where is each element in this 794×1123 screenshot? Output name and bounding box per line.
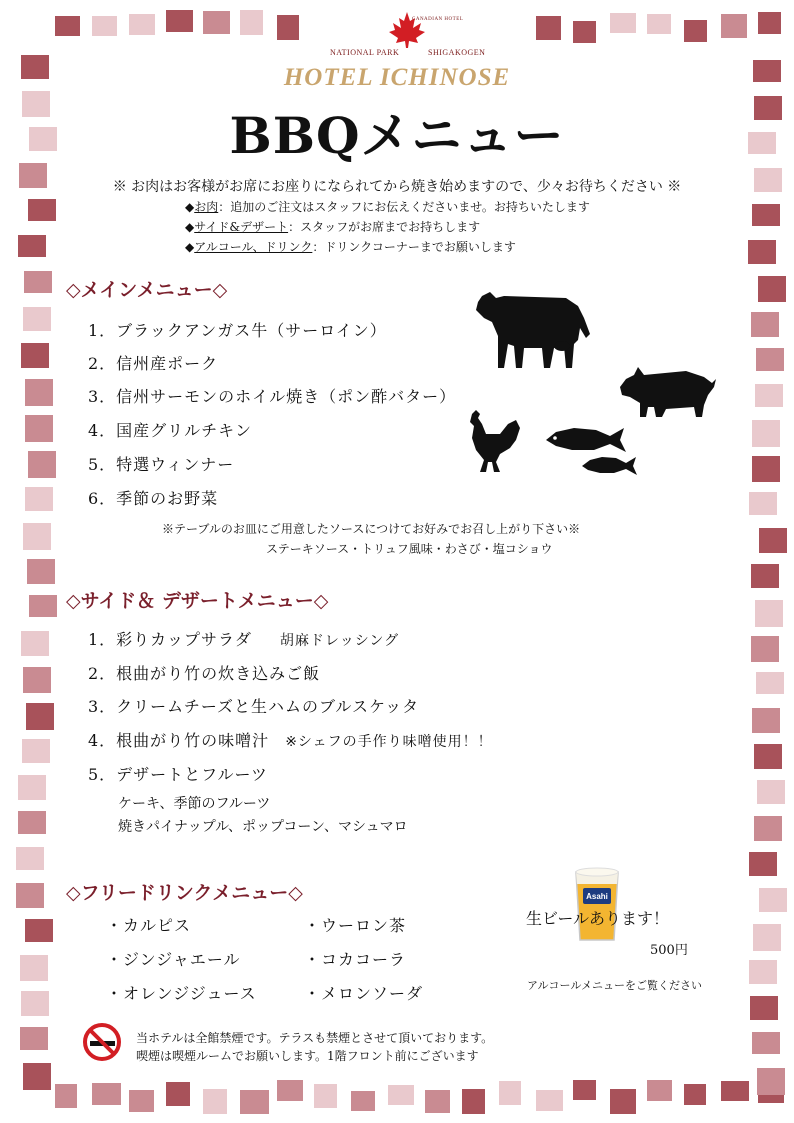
border-tile: [21, 343, 49, 368]
border-tile: [240, 10, 263, 35]
sauce-note: ※テーブルのお皿にご用意したソースにつけてお好みでお召し上がり下さい※: [162, 522, 581, 536]
border-tile: [573, 1080, 596, 1100]
border-tile: [21, 991, 49, 1016]
border-tile: [752, 204, 780, 226]
border-tile: [16, 847, 44, 870]
drink-item: ・ウーロン茶: [304, 916, 407, 935]
main-menu-item: 6．季節のお野菜: [88, 489, 219, 508]
border-tile: [610, 13, 636, 33]
border-tile: [240, 1090, 269, 1114]
main-menu-title: ◇メインメニュー◇: [66, 279, 228, 301]
side-item-sub: 胡麻ドレッシング: [279, 633, 400, 649]
border-tile: [749, 492, 777, 515]
border-tile: [751, 564, 779, 588]
footer-line: 喫煙は喫煙ルームでお願いします。1階フロント前にございます: [136, 1049, 479, 1063]
note-text: ：スタッフがお席までお持ちします: [288, 220, 481, 234]
border-tile: [749, 960, 777, 984]
border-tile: [22, 739, 50, 763]
border-tile: [16, 883, 44, 908]
side-menu-item: [88, 661, 320, 684]
border-tile: [20, 955, 48, 981]
border-tile: [277, 15, 299, 40]
border-tile: [29, 595, 57, 617]
border-tile: [23, 307, 51, 331]
dessert-line: ケーキ、季節のフルーツ: [118, 796, 271, 812]
main-note: ※ お肉はお客様がお席にお座りになられてから焼き始めますので、少々お待ちください ※: [112, 179, 682, 195]
border-tile: [751, 636, 779, 662]
border-tile: [23, 1063, 51, 1090]
border-tile: [756, 348, 784, 371]
no-smoking-icon: [82, 1022, 122, 1062]
drink-item: ・メロンソーダ: [304, 984, 424, 1003]
border-tile: [721, 1081, 749, 1101]
side-item-main: 4．根曲がり竹の味噌汁: [88, 731, 270, 750]
border-tile: [536, 1090, 563, 1111]
border-tile: [758, 12, 781, 34]
border-tile: [27, 559, 55, 584]
border-tile: [55, 16, 80, 36]
fish-icon: [544, 426, 628, 454]
border-tile: [18, 811, 46, 834]
border-tile: [755, 600, 783, 627]
border-tile: [166, 10, 193, 32]
border-tile: [752, 456, 780, 482]
border-tile: [425, 1090, 450, 1113]
border-tile: [129, 1090, 154, 1112]
note-text: ：追加のご注文はスタッフにお伝えくださいませ。お持ちいたします: [218, 200, 590, 214]
svg-text:Asahi: Asahi: [586, 892, 608, 901]
border-tile: [749, 852, 777, 876]
footer-line: 当ホテルは全館禁煙です。テラスも禁煙とさせて頂いております。: [136, 1031, 494, 1045]
sauce-list: ステーキソース・トリュフ風味・わさび・塩コショウ: [266, 542, 553, 556]
border-tile: [20, 1027, 48, 1050]
border-tile: [536, 16, 561, 40]
border-tile: [684, 20, 707, 42]
border-tile: [166, 1082, 190, 1106]
border-tile: [277, 1080, 303, 1101]
border-tile: [752, 420, 780, 447]
side-item-main: 3．クリームチーズと生ハムのブルスケッタ: [88, 697, 420, 716]
border-tile: [28, 199, 56, 221]
border-tile: [18, 235, 46, 257]
drink-item: ・ジンジャエール: [106, 950, 241, 969]
border-tile: [750, 996, 778, 1020]
note-meat: ◆お肉：追加のご注文はスタッフにお伝えくださいませ。お持ちいたします: [185, 200, 590, 214]
border-tile: [25, 379, 53, 406]
drink-item: ・カルピス: [106, 916, 192, 935]
border-tile: [25, 487, 53, 511]
border-tile: [757, 1068, 785, 1095]
border-tile: [24, 271, 52, 293]
border-tile: [203, 11, 230, 34]
border-tile: [499, 1081, 521, 1105]
border-tile: [751, 312, 779, 337]
border-tile: [25, 415, 53, 442]
border-tile: [388, 1085, 414, 1105]
maple-leaf-icon: [387, 10, 427, 50]
border-tile: [610, 1089, 636, 1114]
border-tile: [26, 703, 54, 730]
pig-icon: [616, 363, 718, 419]
alcohol-note: アルコールメニューをご覧ください: [527, 979, 703, 992]
border-tile: [203, 1089, 227, 1114]
border-tile: [573, 21, 596, 43]
border-tile: [25, 919, 53, 942]
border-tile: [462, 1089, 485, 1114]
logo-small-top: CANADIAN HOTEL: [412, 17, 464, 22]
drink-item: ・オレンジジュース: [106, 984, 257, 1003]
logo-line-left: NATIONAL PARK: [330, 48, 400, 57]
side-menu-item: [88, 762, 268, 785]
border-tile: [21, 631, 49, 656]
beer-price: 500円: [650, 943, 688, 958]
main-menu-item: 5．特選ウィンナー: [88, 455, 235, 474]
border-tile: [314, 1084, 337, 1108]
side-menu-item: [88, 627, 399, 650]
note-drink: ◆アルコール、ドリンク：ドリンクコーナーまでお願いします: [185, 240, 516, 254]
border-tile: [55, 1084, 77, 1108]
border-tile: [752, 1032, 780, 1054]
note-label: お肉: [194, 200, 219, 214]
side-item-main: 5．デザートとフルーツ: [88, 765, 268, 784]
side-menu-title: ◇サイド＆ デザートメニュー◇: [66, 590, 329, 612]
rooster-icon: [466, 410, 522, 474]
side-item-sub: ※シェフの手作り味噌使用！！: [285, 734, 493, 750]
border-tile: [647, 1080, 672, 1101]
border-tile: [129, 14, 155, 35]
border-tile: [759, 528, 787, 553]
border-tile: [28, 451, 56, 478]
side-menu-item: [88, 728, 493, 751]
border-tile: [23, 523, 51, 550]
main-menu-item: 3．信州サーモンのホイル焼き（ポン酢バター）: [88, 387, 457, 406]
border-tile: [758, 276, 786, 302]
border-tile: [759, 888, 787, 912]
border-tile: [92, 16, 117, 36]
border-tile: [647, 14, 671, 34]
beer-text: 生ビールあります！: [526, 909, 670, 928]
logo-line-right: SHIGAKOGEN: [428, 48, 486, 57]
border-tile: [684, 1084, 706, 1105]
page-title: BBQメニュー: [229, 106, 565, 165]
border-tile: [18, 775, 46, 800]
border-tile: [748, 240, 776, 264]
side-item-main: 1．彩りカップサラダ: [88, 630, 252, 649]
beer-glass-icon: [573, 866, 621, 942]
dessert-line: 焼きパイナップル、ポップコーン、マシュマロ: [118, 819, 408, 835]
border-tile: [754, 816, 782, 841]
side-item-main: 2．根曲がり竹の炊き込みご飯: [88, 664, 321, 683]
side-menu-item: [88, 694, 419, 717]
drink-item: ・コカコーラ: [304, 950, 407, 969]
border-tile: [755, 384, 783, 407]
border-tile: [92, 1083, 121, 1105]
border-tile: [757, 780, 785, 804]
drink-menu-title: ◇フリードリンクメニュー◇: [66, 882, 303, 904]
note-label: アルコール、ドリンク: [194, 240, 313, 254]
hotel-name: HOTEL ICHINOSE: [283, 64, 511, 91]
border-tile: [721, 14, 747, 38]
border-tile: [23, 667, 51, 693]
note-text: ：ドリンクコーナーまでお願いします: [312, 240, 516, 254]
note-label: サイド&デザート: [194, 220, 289, 234]
cow-icon: [474, 288, 600, 370]
border-tile: [754, 744, 782, 769]
note-side: ◆サイド&デザート：スタッフがお席までお持ちします: [185, 220, 481, 234]
border-tile: [753, 924, 781, 951]
border-tile: [752, 708, 780, 733]
main-menu-item: 1．ブラックアンガス牛（サーロイン）: [88, 321, 387, 340]
border-tile: [351, 1091, 375, 1111]
fish-icon: [580, 455, 638, 477]
border-tile: [756, 672, 784, 694]
main-menu-item: 2．信州産ポーク: [88, 354, 219, 373]
main-menu-item: 4．国産グリルチキン: [88, 421, 253, 440]
